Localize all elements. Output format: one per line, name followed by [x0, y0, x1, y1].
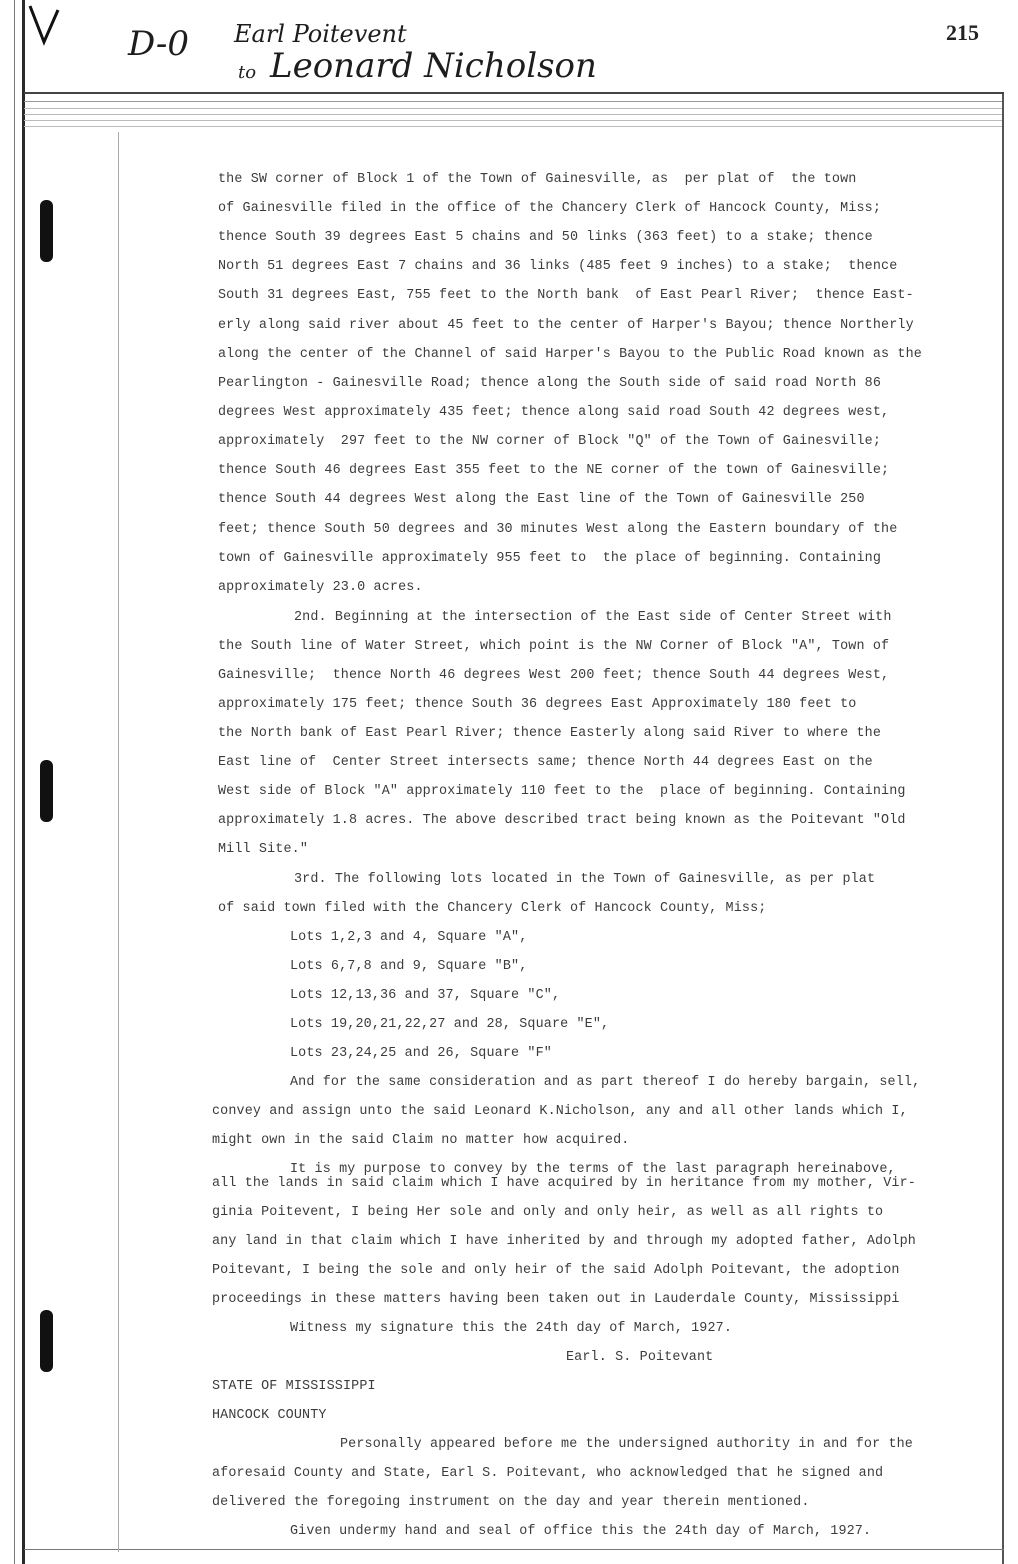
ledger-rule	[24, 120, 1004, 121]
text-line: aforesaid County and State, Earl S. Poitevant, who acknowledged that he signed and	[212, 1466, 884, 1481]
to-word-handwritten: to	[238, 62, 257, 83]
text-line: feet; thence South 50 degrees and 30 minutes West along the Eastern boundary of the	[218, 522, 898, 537]
ledger-rule	[24, 126, 1004, 127]
text-line: all the lands in said claim which I have acquired by in heritance from my mother, Vir-	[212, 1176, 916, 1191]
text-line: proceedings in these matters having been taken out in Lauderdale County, Mississippi	[212, 1292, 900, 1307]
grantor-handwritten: Earl Poitevent	[234, 20, 407, 48]
text-line: delivered the foregoing instrument on the day and year therein mentioned.	[212, 1495, 810, 1510]
text-line: 2nd. Beginning at the intersection of the East side of Center Street with	[294, 610, 892, 625]
text-line: of Gainesville filed in the office of the Chancery Clerk of Hancock County, Miss;	[218, 201, 882, 216]
text-line: approximately 23.0 acres.	[218, 580, 423, 595]
header-rule-secondary	[24, 101, 1004, 102]
text-line: East line of Center Street intersects same; thence North 44 degrees East on the	[218, 755, 873, 770]
text-line: Personally appeared before me the undersigned authority in and for the	[340, 1437, 913, 1452]
left-margin-line	[118, 132, 119, 1552]
corner-fold-icon	[26, 4, 62, 48]
text-line: approximately 297 feet to the NW corner of Block "Q" of the Town of Gainesville;	[218, 434, 882, 449]
text-line: Lots 6,7,8 and 9, Square "B",	[290, 959, 528, 974]
text-line: thence South 44 degrees West along the East line of the Town of Gainesville 250	[218, 492, 865, 507]
text-line: Pearlington - Gainesville Road; thence along the South side of said road North 86	[218, 376, 882, 391]
text-line: ginia Poitevent, I being Her sole and only and only heir, as well as all rights to	[212, 1205, 884, 1220]
text-line: STATE OF MISSISSIPPI	[212, 1379, 376, 1394]
text-line: approximately 1.8 acres. The above described tract being known as the Poitevant "Old	[218, 813, 906, 828]
text-line: Lots 1,2,3 and 4, Square "A",	[290, 930, 528, 945]
text-line: Mill Site."	[218, 842, 309, 857]
text-line: It is my purpose to convey by the terms of the last paragraph hereinabove,	[290, 1162, 896, 1177]
text-line: might own in the said Claim no matter how acquired.	[212, 1133, 630, 1148]
text-line: along the center of the Channel of said Harper's Bayou to the Public Road known as the	[218, 347, 922, 362]
text-line: of said town filed with the Chancery Clerk of Hancock County, Miss;	[218, 901, 767, 916]
text-line: HANCOCK COUNTY	[212, 1408, 327, 1423]
margin-mark: D-0	[128, 24, 190, 64]
text-line: Lots 12,13,36 and 37, Square "C",	[290, 988, 561, 1003]
text-line: Lots 23,24,25 and 26, Square "F"	[290, 1046, 552, 1061]
text-line: the North bank of East Pearl River; thence Easterly along said River to where the	[218, 726, 882, 741]
text-line: the SW corner of Block 1 of the Town of Gainesville, as per plat of the town	[218, 172, 857, 187]
ledger-rule	[24, 108, 1004, 109]
page-right-border	[1002, 94, 1004, 1564]
binder-hole	[40, 1310, 53, 1372]
text-line: And for the same consideration and as part thereof I do hereby bargain, sell,	[290, 1075, 921, 1090]
text-line: thence South 46 degrees East 355 feet to the NE corner of the town of Gainesville;	[218, 463, 890, 478]
text-line: Earl. S. Poitevant	[566, 1350, 714, 1365]
text-line: 3rd. The following lots located in the Town of Gainesville, as per plat	[294, 872, 876, 887]
text-line: any land in that claim which I have inherited by and through my adopted father, Adolph	[212, 1234, 916, 1249]
binder-hole	[40, 760, 53, 822]
text-line: degrees West approximately 435 feet; thence along said road South 42 degrees west,	[218, 405, 890, 420]
text-line: town of Gainesville approximately 955 feet to the place of beginning. Containing	[218, 551, 882, 566]
binder-hole	[40, 200, 53, 262]
text-line: approximately 175 feet; thence South 36 degrees East Approximately 180 feet to	[218, 697, 857, 712]
text-line: West side of Block "A" approximately 110 feet to the place of beginning. Containing	[218, 784, 906, 799]
text-line: South 31 degrees East, 755 feet to the North bank of East Pearl River; thence East-	[218, 288, 914, 303]
text-line: convey and assign unto the said Leonard K.Nicholson, any and all other lands which I,	[212, 1104, 908, 1119]
text-line: Lots 19,20,21,22,27 and 28, Square "E",	[290, 1017, 610, 1032]
text-line: Given undermy hand and seal of office this the 24th day of March, 1927.	[290, 1524, 872, 1539]
text-line: erly along said river about 45 feet to the center of Harper's Bayou; thence Northerly	[218, 318, 914, 333]
text-line: Witness my signature this the 24th day of March, 1927.	[290, 1321, 733, 1336]
text-line: North 51 degrees East 7 chains and 36 links (485 feet 9 inches) to a stake; thence	[218, 259, 898, 274]
page-edge	[22, 0, 25, 1564]
grantee-handwritten: Leonard Nicholson	[270, 46, 597, 86]
text-line: the South line of Water Street, which point is the NW Corner of Block "A", Town of	[218, 639, 890, 654]
page-number: 215	[946, 20, 979, 45]
header-rule	[24, 92, 1004, 94]
text-line: Gainesville; thence North 46 degrees West 200 feet; thence South 44 degrees West,	[218, 668, 890, 683]
ledger-rule	[24, 114, 1004, 115]
page-edge-shadow	[14, 0, 15, 1564]
page-bottom-border	[24, 1549, 1004, 1550]
text-line: Poitevant, I being the sole and only heir of the said Adolph Poitevant, the adoption	[212, 1263, 900, 1278]
text-line: thence South 39 degrees East 5 chains and 50 links (363 feet) to a stake; thence	[218, 230, 873, 245]
